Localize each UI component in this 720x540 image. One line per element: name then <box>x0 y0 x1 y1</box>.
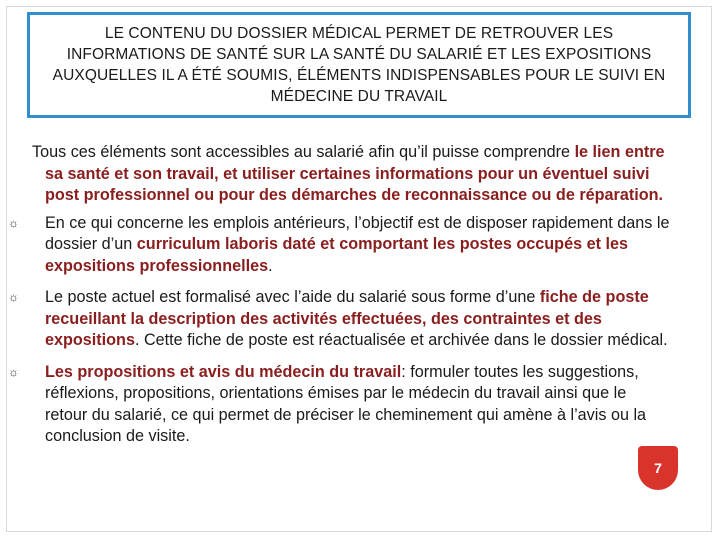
bullet-accent: curriculum laboris daté et comportant les postes occupés et les expositions professionnelles <box>45 235 628 275</box>
title-box <box>27 12 691 118</box>
list-item <box>8 287 672 352</box>
slide-content <box>8 142 672 458</box>
bullet-list <box>8 213 672 448</box>
list-item <box>8 362 672 448</box>
intro-accent: le lien entre sa santé et son travail, et utiliser certaines informations pour un éventuel suivi post professionnel ou pour des démarches de reconnaissance ou de réparation. <box>45 143 665 204</box>
slide-title: LE CONTENU DU DOSSIER MÉDICAL PERMET DE RETROUVER LES INFORMATIONS DE SANTÉ SUR LA SANTÉ DU SALARIÉ ET LES EXPOSITIONS AUXQUELLES IL A ÉTÉ SOUMIS, ÉLÉMENTS INDISPENSABLES POUR LE SUIVI EN MÉDECINE DU TRAVAIL <box>52 25 666 105</box>
sun-bullet-icon: ☼ <box>8 215 19 230</box>
bullet-text: Le poste actuel est formalisé avec l’aide du salarié sous forme d’une <box>45 288 540 306</box>
bullet-text-end: . <box>268 256 273 275</box>
bullet-accent: fiche de poste recueillant la description des activités effectuées, des contraintes et des expositions <box>45 288 649 349</box>
bullet-accent: Les propositions et avis du médecin du travail <box>45 362 402 381</box>
intro-text: Tous ces éléments sont accessibles au salarié afin qu’il puisse comprendre <box>32 143 575 161</box>
bullet-text-end: . Cette fiche de poste est réactualisée et archivée dans le dossier médical. <box>134 331 668 349</box>
bullet-text: En ce qui concerne les emplois antérieurs, l’objectif est de disposer rapidement dans le dossier d’un <box>45 213 670 253</box>
intro-paragraph <box>32 142 672 207</box>
sun-bullet-icon: ☼ <box>8 290 19 304</box>
bullet-text-end: : formuler toutes les suggestions, réflexions, propositions, orientations émises par le médecin du travail ainsi que le retour du salarié, ce qui permet de préciser le cheminement qui amène à l’avis ou la conclusion de visite. <box>45 362 647 445</box>
sun-bullet-icon: ☼ <box>8 364 19 379</box>
list-item <box>8 213 672 278</box>
page-number-badge: 7 <box>638 446 678 490</box>
